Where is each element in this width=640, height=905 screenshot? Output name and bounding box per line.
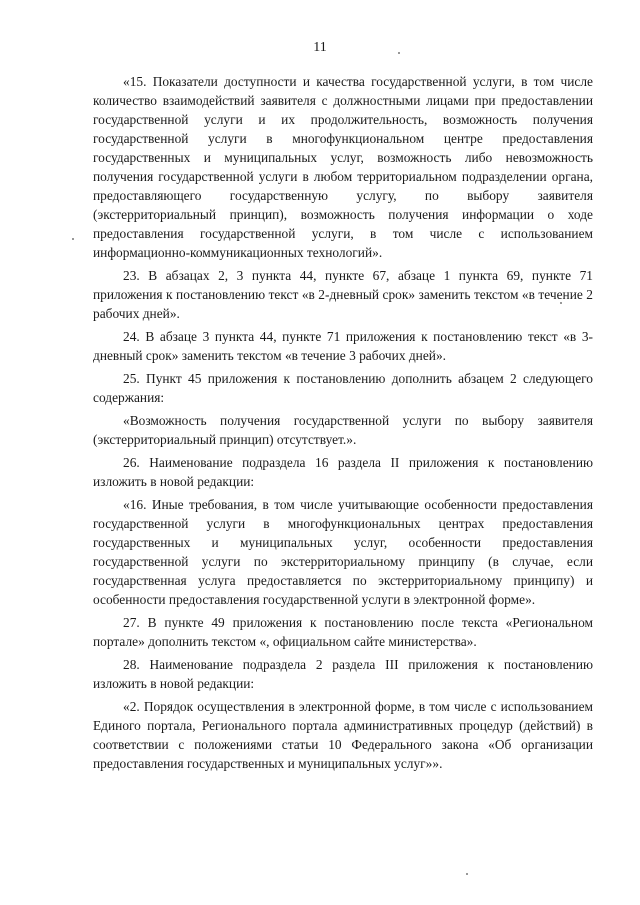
paragraph-25: 25. Пункт 45 приложения к постановлению дополнить абзацем 2 следующего содержания: bbox=[93, 371, 593, 405]
scan-speck bbox=[398, 52, 400, 54]
paragraph-23: 23. В абзацах 2, 3 пункта 44, пункте 67, абзаце 1 пункта 69, пункте 71 приложения к постановлению текст «в 2-дневный срок» заменить текстом «в течение 2 рабочих дней». bbox=[93, 268, 593, 321]
paragraph-28: 28. Наименование подраздела 2 раздела III приложения к постановлению изложить в новой редакции: bbox=[93, 657, 593, 691]
paragraph-24: 24. В абзаце 3 пункта 44, пункте 71 приложения к постановлению текст «в 3-дневный срок» заменить текстом «в течение 3 рабочих дней». bbox=[93, 329, 593, 363]
page-number: 11 bbox=[313, 40, 327, 55]
scan-speck bbox=[560, 302, 562, 304]
paragraph-15-quote: «15. Показатели доступности и качества государственной услуги, в том числе количество взаимодействий заявителя с должностными лицами при предоставлении государственной услуги и их продолжительность, возможность получения государственной услуги в многофункциональном центре предоставления государственных и муниципальных услуг, возможность либо невозможность получения государственной услуги в любом территориальном подразделении органа, предоставляющего государственную услугу, по выбору заявителя (экстерриториальный принцип), возможность получения информации о ходе предоставления государственной услуги, в том числе с использованием информационно-коммуникационных технологий». bbox=[93, 74, 593, 260]
paragraph-16-quote: «16. Иные требования, в том числе учитывающие особенности предоставления государственной услуги в многофункциональных центрах предоставления государственных и муниципальных услуг, особенности предоставления государственной услуги по экстерриториальному принципу (в случае, если государственная услуга предоставляется по экстерриториальному принципу) и особенности предоставления государственной услуги в электронной форме». bbox=[93, 497, 593, 607]
paragraph-26: 26. Наименование подраздела 16 раздела II приложения к постановлению изложить в новой редакции: bbox=[93, 455, 593, 489]
document-body bbox=[93, 72, 593, 777]
scan-speck bbox=[466, 873, 468, 875]
paragraph-25-quote: «Возможность получения государственной услуги по выбору заявителя (экстерриториальный принцип) отсутствует.». bbox=[93, 413, 593, 447]
paragraph-27: 27. В пункте 49 приложения к постановлению после текста «Региональном портале» дополнить текстом «, официальном сайте министерства». bbox=[93, 615, 593, 649]
scan-speck bbox=[72, 238, 74, 240]
paragraph-2-quote: «2. Порядок осуществления в электронной форме, в том числе с использованием Единого портала, Регионального портала административных процедур (действий) в соответствии с положениями статьи 10 Федерального закона «Об организации предоставления государственных и муниципальных услуг»». bbox=[93, 699, 593, 771]
